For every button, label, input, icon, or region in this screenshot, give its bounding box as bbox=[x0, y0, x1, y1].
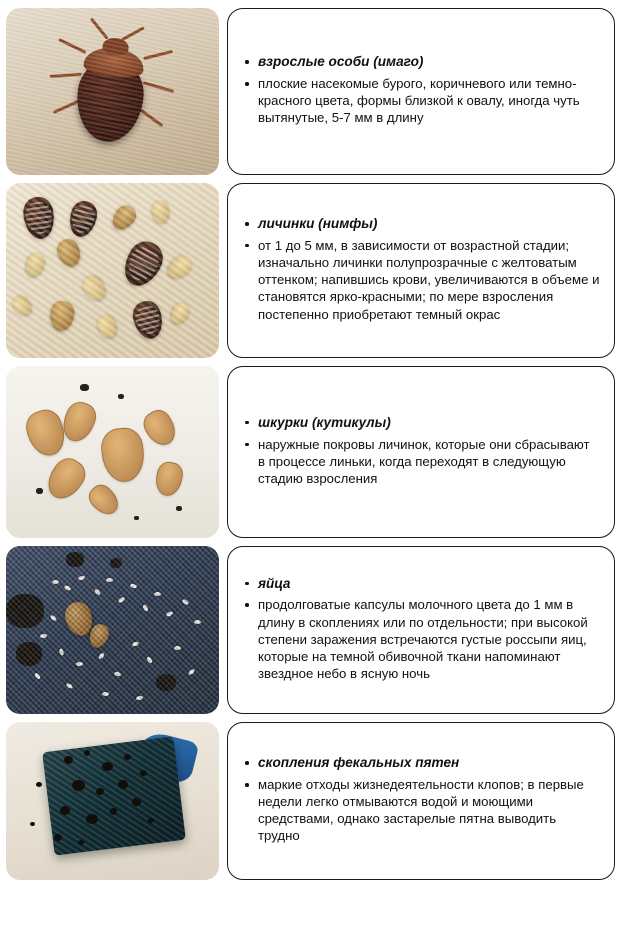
info-row bbox=[6, 722, 615, 880]
fecal-stains-photo bbox=[6, 722, 219, 880]
bullet-text: от 1 до 5 мм, в зависимости от возрастной стадии; изначально личинки полупрозрачные с желтоватым оттенком; напившись крови, увеличиваются в объеме и становятся ярко-красными; по мере взросления постепенно приобретают темный окрас bbox=[242, 237, 600, 323]
bullet-text: плоские насекомые бурого, коричневого или темно-красного цвета, формы близкой к овалу, иногда чуть вытянутые, 5-7 мм в длину bbox=[242, 75, 600, 126]
mattress-fabric bbox=[42, 736, 186, 855]
info-card bbox=[227, 722, 615, 880]
bullet-list bbox=[242, 414, 600, 488]
bedbug-illustration bbox=[52, 27, 172, 156]
bullet-list bbox=[242, 53, 600, 127]
info-row bbox=[6, 366, 615, 538]
bullet-text: продолговатые капсулы молочного цвета до 1 мм в длину в скоплениях или по отдельности; при высокой степени заражения встречаются густые россыпи яиц, которые на темной обивочной ткани напоминают звездное небо в ясную ночь bbox=[242, 596, 600, 682]
adult-bedbug-photo bbox=[6, 8, 219, 175]
bullet-heading: шкурки (кутикулы) bbox=[242, 414, 600, 432]
info-row bbox=[6, 546, 615, 714]
info-card bbox=[227, 8, 615, 175]
nymphs-photo bbox=[6, 183, 219, 358]
info-card bbox=[227, 366, 615, 538]
info-row bbox=[6, 8, 615, 175]
bullet-list bbox=[242, 215, 600, 323]
bullet-heading: яйца bbox=[242, 575, 600, 593]
bullet-text: маркие отходы жизнедеятельности клопов; в первые недели легко отмываются водой и моющими средствами, однако застарелые пятна выводить трудно bbox=[242, 776, 600, 845]
bullet-text: наружные покровы личинок, которые они сбрасывают в процессе линьки, когда переходят в следующую стадию взросления bbox=[242, 436, 600, 487]
bullet-list bbox=[242, 754, 600, 845]
info-card bbox=[227, 183, 615, 358]
bullet-heading: взрослые особи (имаго) bbox=[242, 53, 600, 71]
shed-skins-photo bbox=[6, 366, 219, 538]
bullet-list bbox=[242, 575, 600, 683]
eggs-photo bbox=[6, 546, 219, 714]
info-card bbox=[227, 546, 615, 714]
bullet-heading: личинки (нимфы) bbox=[242, 215, 600, 233]
bullet-heading: скопления фекальных пятен bbox=[242, 754, 600, 772]
info-row bbox=[6, 183, 615, 358]
